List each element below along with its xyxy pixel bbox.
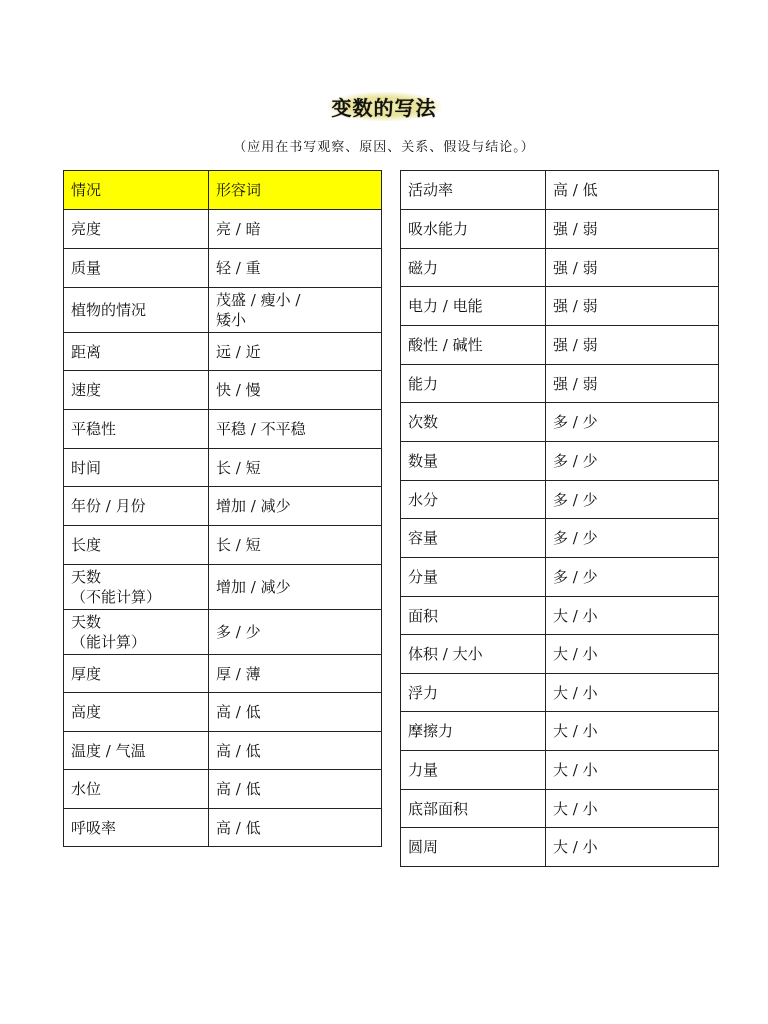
table-row	[401, 635, 719, 674]
situation-cell: 水位	[64, 770, 209, 809]
situation-cell: 电力 / 电能	[401, 287, 546, 326]
table-row	[401, 287, 719, 326]
situation-cell: 质量	[64, 249, 209, 288]
situation-cell: 体积 / 大小	[401, 635, 546, 674]
situation-cell: 摩擦力	[401, 712, 546, 751]
table-row	[64, 610, 382, 655]
situation-cell: 速度	[64, 371, 209, 410]
adjective-cell: 强 / 弱	[546, 210, 719, 249]
table-row	[401, 828, 719, 867]
adjective-cell: 强 / 弱	[546, 287, 719, 326]
adjective-cell: 强 / 弱	[546, 326, 719, 365]
situation-cell: 呼吸率	[64, 809, 209, 847]
situation-cell: 平稳性	[64, 410, 209, 449]
table-row	[64, 410, 382, 449]
table-row	[401, 674, 719, 712]
left-table-body	[64, 171, 382, 847]
adjective-cell: 强 / 弱	[546, 365, 719, 403]
table-row	[401, 326, 719, 365]
adjective-cell: 多 / 少	[209, 610, 382, 655]
situation-cell: 天数 （能计算）	[64, 610, 209, 655]
table-row	[401, 751, 719, 790]
table-row	[401, 249, 719, 287]
situation-cell: 高度	[64, 693, 209, 732]
situation-cell: 磁力	[401, 249, 546, 287]
situation-cell: 长度	[64, 526, 209, 565]
adjective-cell: 强 / 弱	[546, 249, 719, 287]
adjective-cell: 增加 / 减少	[209, 565, 382, 610]
situation-cell: 天数 （不能计算）	[64, 565, 209, 610]
situation-cell: 温度 / 气温	[64, 732, 209, 770]
situation-cell: 能力	[401, 365, 546, 403]
adjective-cell: 平稳 / 不平稳	[209, 410, 382, 449]
situation-cell: 酸性 / 碱性	[401, 326, 546, 365]
situation-cell: 浮力	[401, 674, 546, 712]
adjective-cell: 多 / 少	[546, 558, 719, 597]
situation-cell: 年份 / 月份	[64, 487, 209, 526]
page-subtitle: （应用在书写观察、原因、关系、假设与结论。）	[233, 140, 535, 155]
adjective-cell: 大 / 小	[546, 751, 719, 790]
header-adjective: 形容词	[209, 171, 382, 210]
adjective-cell: 多 / 少	[546, 481, 719, 519]
table-header-row	[64, 171, 382, 210]
right-table	[400, 170, 719, 867]
table-row	[401, 403, 719, 442]
adjective-cell: 多 / 少	[546, 519, 719, 558]
situation-cell: 距离	[64, 333, 209, 371]
table-row	[401, 597, 719, 635]
adjective-cell: 高 / 低	[209, 732, 382, 770]
situation-cell: 力量	[401, 751, 546, 790]
situation-cell: 厚度	[64, 655, 209, 693]
adjective-cell: 多 / 少	[546, 403, 719, 442]
situation-cell: 植物的情况	[64, 288, 209, 333]
situation-cell: 圆周	[401, 828, 546, 867]
adjective-cell: 茂盛 / 瘦小 / 矮小	[209, 288, 382, 333]
adjective-cell: 增加 / 减少	[209, 487, 382, 526]
table-row	[401, 712, 719, 751]
adjective-cell: 大 / 小	[546, 712, 719, 751]
table-row	[64, 693, 382, 732]
adjective-cell: 多 / 少	[546, 442, 719, 481]
situation-cell: 水分	[401, 481, 546, 519]
adjective-cell: 大 / 小	[546, 597, 719, 635]
table-row	[64, 371, 382, 410]
situation-cell: 活动率	[401, 171, 546, 210]
adjective-cell: 大 / 小	[546, 674, 719, 712]
situation-cell: 面积	[401, 597, 546, 635]
table-row	[64, 526, 382, 565]
adjective-cell: 高 / 低	[209, 770, 382, 809]
adjective-cell: 大 / 小	[546, 635, 719, 674]
adjective-cell: 长 / 短	[209, 526, 382, 565]
adjective-cell: 轻 / 重	[209, 249, 382, 288]
situation-cell: 亮度	[64, 210, 209, 249]
adjective-cell: 大 / 小	[546, 790, 719, 828]
table-row	[64, 449, 382, 487]
situation-cell: 时间	[64, 449, 209, 487]
table-row	[401, 442, 719, 481]
adjective-cell: 高 / 低	[209, 693, 382, 732]
adjective-cell: 亮 / 暗	[209, 210, 382, 249]
right-table-body	[401, 171, 719, 867]
table-row	[64, 770, 382, 809]
table-row	[401, 171, 719, 210]
adjective-cell: 远 / 近	[209, 333, 382, 371]
table-row	[64, 732, 382, 770]
table-row	[401, 481, 719, 519]
adjective-cell: 大 / 小	[546, 828, 719, 867]
header-situation: 情况	[64, 171, 209, 210]
situation-cell: 分量	[401, 558, 546, 597]
table-row	[64, 210, 382, 249]
table-row	[64, 809, 382, 847]
table-row	[401, 558, 719, 597]
table-row	[401, 519, 719, 558]
adjective-cell: 高 / 低	[546, 171, 719, 210]
page-title	[0, 92, 768, 121]
table-row	[64, 333, 382, 371]
table-row	[64, 249, 382, 288]
adjective-cell: 高 / 低	[209, 809, 382, 847]
table-row	[401, 210, 719, 249]
adjective-cell: 长 / 短	[209, 449, 382, 487]
table-row	[64, 655, 382, 693]
left-table	[63, 170, 382, 847]
table-row	[64, 288, 382, 333]
table-row	[64, 487, 382, 526]
table-row	[401, 365, 719, 403]
page-title-text: 变数的写法	[328, 92, 441, 121]
situation-cell: 数量	[401, 442, 546, 481]
situation-cell: 容量	[401, 519, 546, 558]
adjective-cell: 厚 / 薄	[209, 655, 382, 693]
adjective-cell: 快 / 慢	[209, 371, 382, 410]
situation-cell: 次数	[401, 403, 546, 442]
table-row	[401, 790, 719, 828]
situation-cell: 底部面积	[401, 790, 546, 828]
table-row	[64, 565, 382, 610]
situation-cell: 吸水能力	[401, 210, 546, 249]
